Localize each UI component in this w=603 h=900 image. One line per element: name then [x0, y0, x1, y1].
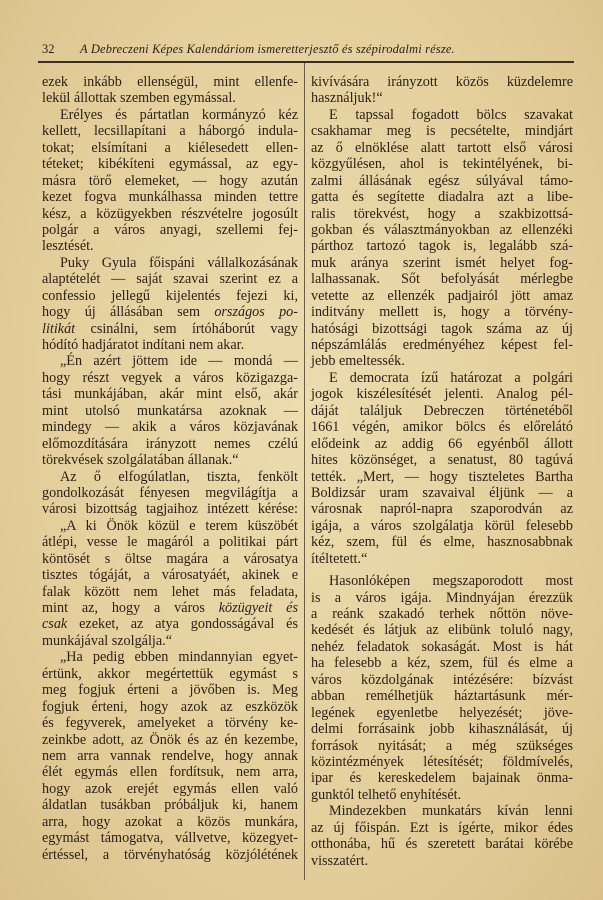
text-segment: tisztes tógáját, a városatyáét, akinek e: [42, 567, 298, 584]
text-segment: tási munkájában, akár mint első, akár: [42, 386, 298, 403]
text-line: [42, 830, 298, 846]
text-line: [311, 156, 573, 172]
text-line: [311, 754, 573, 770]
text-line: [42, 403, 298, 419]
text-segment: átlépi, vesse le magáról a politikai párt: [42, 534, 298, 551]
text-line: [311, 238, 573, 254]
text-line: [311, 853, 573, 869]
text-line: [311, 271, 573, 287]
text-segment: csakhamar meg is pecsételte, mindjárt: [311, 123, 573, 140]
text-segment: élét egymás ellen fordítsuk, nem arra,: [42, 764, 298, 781]
text-segment: muk aránya szerint ismét helyet fog-: [311, 254, 573, 271]
text-segment: nehéz feladatok sokaságát. Most is hát: [311, 638, 573, 655]
text-line: [311, 501, 573, 517]
text-line: [42, 419, 298, 435]
text-line: [311, 534, 573, 550]
text-segment: tokat; elsímítani a kiélesedett ellen-: [42, 139, 298, 156]
text-line: [42, 123, 298, 139]
text-segment: dáját találjuk Debreczen történetéből: [311, 402, 573, 419]
text-segment: hogy részt vegyek a város közigazga-: [42, 369, 298, 386]
text-line: [42, 337, 298, 353]
text-segment: igája, a város szolgálatja körül felesebb: [311, 517, 573, 534]
text-line: [311, 255, 573, 271]
text-segment: munkájával szolgálja.“: [42, 632, 173, 649]
text-line: [311, 386, 573, 402]
text-line: [311, 820, 573, 836]
text-segment: ezeket, az atya gondosságával és: [67, 616, 298, 633]
text-segment: értéssel, a törvényhatóság közjólétének: [42, 846, 298, 863]
text-line: [311, 551, 573, 567]
text-segment: meg fogjuk érteni a jövőben is. Meg: [42, 682, 298, 699]
text-segment: értünk, akkor megértettük egymást s: [42, 665, 298, 682]
text-line: [42, 222, 298, 238]
text-line: [42, 501, 298, 517]
text-segment: lalhassanak. Sőt befolyását mérlegbe: [311, 271, 573, 288]
text-segment: jogok kiszélesítését jelenti. Analog pél-: [311, 386, 573, 403]
text-line: [42, 238, 298, 254]
text-line: [311, 222, 573, 238]
text-line: [311, 590, 573, 606]
text-line: [311, 738, 573, 754]
right-column: [311, 74, 573, 869]
text-segment: tették. „Mert, — hogy tiszteletes Bartha: [311, 468, 573, 485]
text-segment: mint utolsó munkatársa azoknak —: [42, 402, 298, 419]
text-segment: hatósági bizottsági tagok száma az új: [311, 320, 573, 337]
text-segment: Erélyes és pártatlan kormányzó kéz: [60, 106, 298, 123]
text-segment: E democrata ízű határozat a polgári: [329, 369, 573, 386]
text-segment: delmi forrásaink jobb kihasználását, új: [311, 721, 573, 738]
text-segment: ha felesebb a kéz, szem, fül és elme a: [311, 655, 573, 672]
text-segment: Az ő elfogúlatlan, tiszta, fenkölt: [60, 468, 298, 485]
text-line: [311, 403, 573, 419]
text-segment: hódító hadjáratot indítani nem akar.: [42, 337, 245, 353]
text-segment: törekvések szolgálatában állanak.“: [42, 452, 239, 469]
text-line: [311, 90, 573, 106]
running-title: A Debreczeni Képes Kalendáriom ismeretterjesztő és szépirodalmi része.: [80, 42, 455, 56]
text-segment: alaptételét — saját szavai szerint ez a: [42, 271, 298, 288]
text-segment: mint az, hogy a város: [42, 600, 219, 616]
text-line: [42, 321, 298, 337]
text-line: [311, 321, 573, 337]
text-line: [311, 836, 573, 852]
text-segment: gondolkozását fényesen megvilágítja a: [42, 484, 298, 501]
text-segment: Puky Gyula főispáni vállalkozásának: [60, 254, 298, 271]
text-line: [42, 107, 298, 123]
text-segment: ipar és kereskedelem bajainak önma-: [311, 770, 573, 787]
text-segment: confessio jellegű kijelentés fejezi ki,: [42, 287, 298, 304]
text-segment: otthonába, hű és szeretett barátai körébe: [311, 836, 573, 853]
text-line: [311, 518, 573, 534]
text-line: [311, 140, 573, 156]
text-segment: köntösét s öltse magára a városatya: [42, 550, 298, 567]
text-segment: párthoz tartozó tagok is, legalább szá-: [311, 238, 573, 255]
text-segment: inditvány mellett is, hogy a törvény-: [311, 304, 573, 321]
text-segment: városnak napról-napra szaporodván az: [311, 501, 573, 518]
text-segment: és fegyverek, amelyeket a törvény ke-: [42, 715, 298, 732]
text-line: [311, 803, 573, 819]
text-line: [311, 573, 573, 589]
text-line: [42, 271, 298, 287]
text-segment: „Én azért jöttem ide — mondá —: [60, 353, 298, 370]
text-segment: 1661 végén, amikor bölcs és előrelátó: [311, 419, 573, 436]
text-line: [42, 551, 298, 567]
text-line: [42, 534, 298, 550]
text-segment: fogjuk érteni, hogy azok az eszközök: [42, 698, 298, 715]
italic-text: országos po-: [214, 304, 299, 321]
text-segment: lekül állottak szemben egymással.: [42, 90, 236, 107]
text-line: [311, 655, 573, 671]
text-line: [42, 206, 298, 222]
text-line: [42, 682, 298, 698]
text-line: [42, 288, 298, 304]
text-line: [42, 748, 298, 764]
text-segment: az ő elnöklése alatt tartott első városi: [311, 139, 573, 156]
text-segment: elődeink az addig 66 egyénből állott: [311, 435, 573, 452]
text-line: [311, 606, 573, 622]
text-segment: források nyitását; a még szükséges: [311, 737, 573, 754]
text-line: [311, 688, 573, 704]
text-line: [42, 74, 298, 90]
text-line: [311, 469, 573, 485]
text-segment: kéz, szem, fül és elme, hasznosabbnak: [311, 534, 573, 551]
text-line: [42, 649, 298, 665]
italic-text: csak: [42, 616, 68, 633]
text-segment: az új főispán. Ezt is ígérte, mikor édes: [311, 819, 573, 836]
text-line: [42, 140, 298, 156]
text-line: [311, 189, 573, 205]
text-line: [42, 485, 298, 501]
text-line: [311, 107, 573, 123]
text-line: [42, 469, 298, 485]
text-segment: vetette az ellenzék padjairól jött amaz: [311, 287, 573, 304]
text-line: [311, 452, 573, 468]
text-segment: is a város igája. Mindnyájan érezzük: [311, 589, 573, 606]
text-line: [311, 353, 573, 369]
text-segment: csinálni, sem írtóháborút vagy: [75, 320, 298, 337]
text-line: [311, 622, 573, 638]
italic-text: közügyeit és: [218, 600, 298, 616]
text-segment: kivívására irányzott közös küzdelemre: [311, 74, 573, 90]
text-line: [42, 90, 298, 106]
text-segment: nem arra vannak rendelve, hogy annak: [42, 747, 298, 764]
text-segment: egymást támogatva, vállvetve, közegyet-: [42, 830, 298, 847]
text-line: [42, 189, 298, 205]
text-segment: közintézmények létesítését; földmívelés,: [311, 753, 573, 770]
text-segment: hogy új állásában sem: [42, 304, 215, 321]
text-segment: lesztését.: [42, 238, 94, 255]
text-line: [311, 123, 573, 139]
text-segment: gokban és választmányokban az ellenzéki: [311, 221, 573, 238]
text-line: [42, 616, 298, 632]
text-segment: Boldizsár uram szavaival éljünk — a: [311, 484, 573, 501]
text-line: [42, 847, 298, 863]
text-segment: visszatért.: [311, 852, 369, 869]
text-line: [311, 436, 573, 452]
text-segment: zeinkbe adott, az Önök és az én kezembe,: [42, 731, 298, 748]
text-segment: kezet fogva munkálhassa minden tettre: [42, 189, 298, 206]
text-segment: használjuk!“: [311, 90, 383, 107]
text-line: [42, 255, 298, 271]
text-line: [311, 288, 573, 304]
left-column: [42, 74, 298, 863]
text-line: [42, 353, 298, 369]
page-number: 32: [42, 42, 55, 56]
text-line: [42, 666, 298, 682]
text-line: [42, 156, 298, 172]
text-line: [311, 304, 573, 320]
text-line: [311, 173, 573, 189]
text-segment: mindegy — akik a város közjavának: [42, 419, 298, 436]
text-line: [42, 764, 298, 780]
text-segment: előmozdítására irányzott nemes czélú: [42, 435, 298, 452]
text-line: [311, 370, 573, 386]
text-line: [311, 639, 573, 655]
text-line: [42, 567, 298, 583]
text-line: [311, 206, 573, 222]
text-line: [311, 705, 573, 721]
text-segment: falak között nem lehet más feladata,: [42, 583, 298, 600]
text-segment: jebb emeltessék.: [311, 353, 405, 370]
text-segment: kész, a közügyekben részvételre jogosúlt: [42, 205, 298, 222]
text-line: [311, 337, 573, 353]
text-line: [42, 452, 298, 468]
text-line: [42, 814, 298, 830]
text-segment: közgyűlésen, ahol is tekintélyének, bi-: [311, 156, 573, 173]
page-header: [40, 42, 573, 60]
text-segment: város közdolgának intézésére: bízvást: [311, 671, 573, 688]
text-line: [311, 485, 573, 501]
text-line: [311, 721, 573, 737]
text-segment: Mindezekben munkatárs kíván lenni: [329, 803, 573, 820]
text-segment: városi bizottság tagjaihoz intézett kérése:: [42, 501, 298, 518]
text-line: [311, 74, 573, 90]
text-line: [42, 715, 298, 731]
text-segment: Hasonlóképen megszaporodott most: [329, 573, 573, 590]
text-line: [42, 633, 298, 649]
text-line: [42, 699, 298, 715]
text-segment: másra törő elemeket, — hogy azután: [42, 172, 298, 189]
text-line: [42, 518, 298, 534]
text-line: [42, 584, 298, 600]
italic-text: litikát: [42, 320, 76, 337]
text-segment: áldatlan tusákban próbáljuk ki, hanem: [42, 797, 298, 814]
text-line: [42, 370, 298, 386]
text-segment: hites közönséget, a senatust, 80 tagúvá: [311, 452, 573, 469]
text-segment: „Ha pedig ebben mindannyian egyet-: [60, 649, 298, 666]
text-segment: ralis törekvést, hogy a szakbizottsá-: [311, 205, 573, 222]
text-segment: polgár a város anyagi, szellemi fej-: [42, 221, 298, 238]
text-segment: legének egyenletbe helyezését; jöve-: [311, 704, 573, 721]
column-divider: [304, 63, 305, 880]
text-segment: gunktól telhető enyhítését.: [311, 786, 462, 803]
text-line: [311, 672, 573, 688]
text-line: [311, 770, 573, 786]
text-segment: kedését és látjuk az elibünk toluló nagy,: [311, 622, 573, 639]
text-line: [42, 600, 298, 616]
text-segment: „A ki Önök közül e terem küszöbét: [60, 517, 298, 534]
text-segment: gatta és segítette diadalra azt a libe-: [311, 189, 573, 206]
text-segment: abban remélhetjük háztartásunk mér-: [311, 688, 573, 705]
text-segment: a reánk szakadó terhek nőttön növe-: [311, 606, 573, 622]
text-segment: népszámlálás eredményéhez képest fel-: [311, 337, 573, 353]
text-segment: kellett, lecsillapítani a háborgó indula-: [42, 123, 298, 140]
text-segment: ítéltetett.“: [311, 550, 368, 567]
text-line: [42, 781, 298, 797]
text-line: [42, 797, 298, 813]
header-rule: [38, 61, 574, 63]
text-segment: téteket; kibékíteni egymással, az egy-: [42, 156, 298, 173]
text-segment: E tapssal fogadott bölcs szavakat: [329, 106, 573, 123]
text-segment: hogy azok erejét egymás ellen való: [42, 780, 298, 797]
text-segment: zalmi állásának egész súlyával támo-: [311, 172, 573, 189]
text-line: [311, 419, 573, 435]
text-segment: ezek inkább ellenségül, mint ellenfe-: [42, 74, 298, 90]
text-line: [42, 304, 298, 320]
text-line: [42, 386, 298, 402]
text-segment: arra, hogy azokat a közös munkára,: [42, 813, 298, 830]
text-line: [42, 436, 298, 452]
text-line: [311, 787, 573, 803]
text-line: [42, 732, 298, 748]
text-line: [42, 173, 298, 189]
